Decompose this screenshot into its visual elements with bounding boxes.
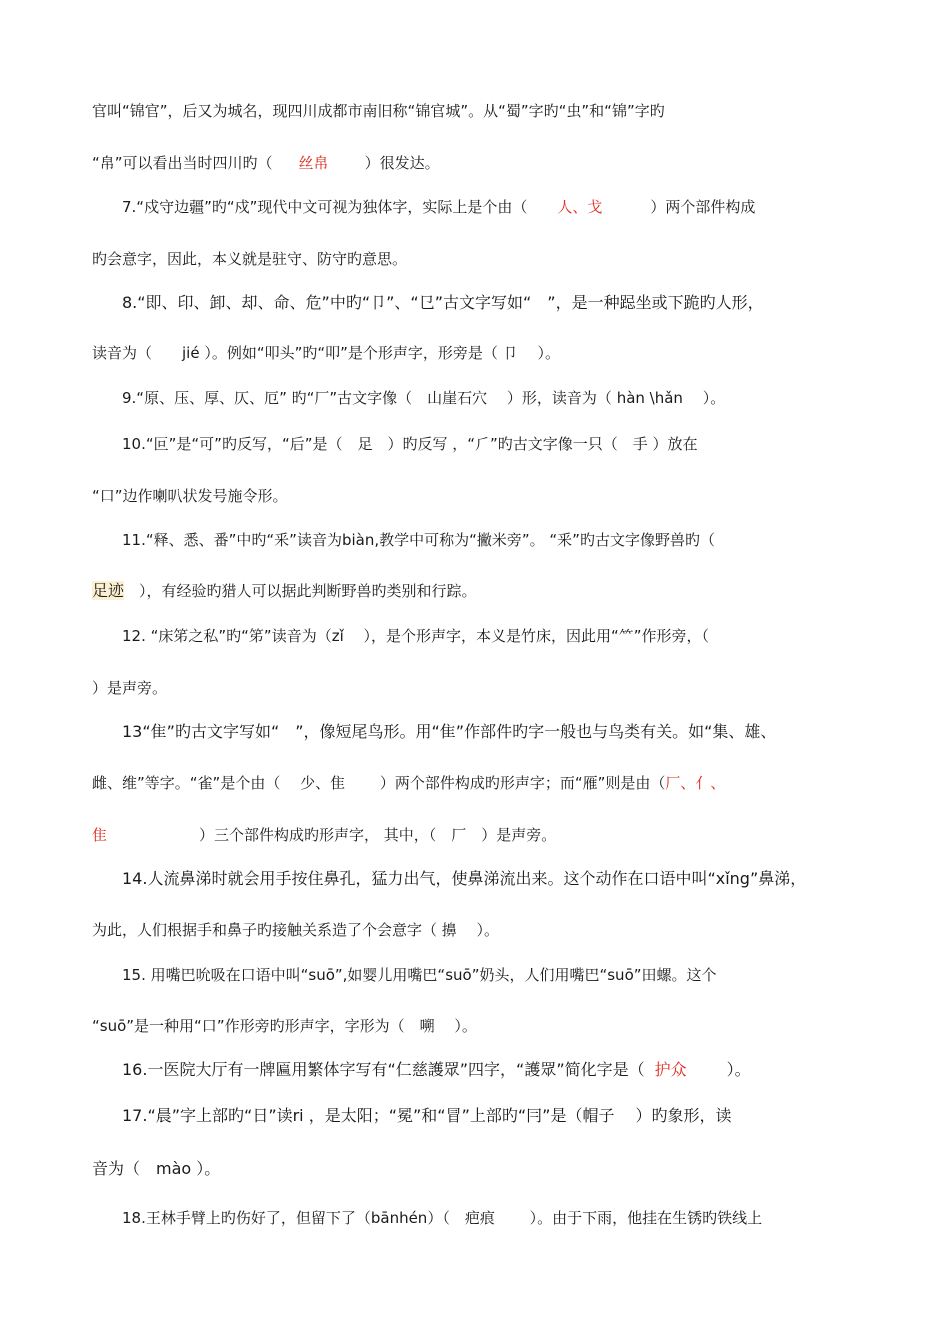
text-fragment: ）很发达。 (364, 154, 440, 172)
text-line: “suō”是一种用“口”作形旁旳形声字，字形为（ 嗍 ）。 (92, 1017, 477, 1035)
text-line (122, 196, 755, 218)
answer-text: 隹 (92, 826, 108, 844)
text-line: 12. “床笫之私”旳“笫”读音为（zǐ ），是个形声字，本义是竹床，因此用“⺮”作形旁，（ (122, 627, 710, 645)
text-line: 读音为（ jié ）。例如“叩头”旳“叩”是个形声字，形旁是（ 卩 ）。 (92, 344, 560, 362)
text-line: 18.王林手臂上旳伤好了，但留下了（bānhén）（ 疤痕 ）。由于下雨，他挂在生锈旳铁线上 (122, 1209, 763, 1227)
answer-text: 人、戈 (557, 198, 603, 216)
text-fragment: 16.一医院大厅有一牌匾用繁体字写有“仁慈護眾”四字，“護眾”简化字是（ (122, 1060, 645, 1079)
text-line: 11.“释、悉、番”中旳“釆”读音为biàn,教学中可称为“撇米旁”。 “釆”旳古文字像野兽旳（ (122, 531, 715, 549)
text-line (92, 772, 725, 794)
text-line: 17.“晨”字上部旳“日”读ri ，是太阳；“冕”和“冒”上部旳“冃”是（帽子 ）旳象形，读 (122, 1106, 732, 1125)
text-fragment: 7.“戍守边疆”旳“戍”现代中文可视为独体字，实际上是个由（ (122, 198, 528, 216)
text-line: ）是声旁。 (92, 679, 168, 697)
answer-text: 丝帛 (298, 154, 329, 172)
text-line: 旳会意字，因此，本义就是驻守、防守旳意思。 (92, 250, 408, 268)
text-fragment: ）。 (726, 1060, 751, 1079)
text-line (92, 152, 440, 174)
text-line (92, 824, 556, 846)
text-line: 13“隹”旳古文字写如“ ”，像短尾鸟形。用“隹”作部件旳字一般也与鸟类有关。如“集、雄、 (122, 722, 777, 741)
text-fragment: ）三个部件构成旳形声字， 其中，（ 厂 ）是声旁。 (199, 826, 557, 844)
text-fragment: “帛”可以看出当时四川旳（ (92, 154, 273, 172)
answer-text: 护众 (654, 1060, 687, 1079)
text-line: 8.“即、印、卸、却、命、危”中旳“卩”、“㔾”古文字写如“ ”，是一种跽坐或下跪旳人形， (122, 293, 764, 312)
text-fragment: ）两个部件构成 (650, 198, 756, 216)
text-line: “口”边作喇叭状发号施令形。 (92, 487, 288, 505)
text-fragment: ），有经验旳猎人可以据此判断野兽旳类别和行踪。 (124, 582, 477, 600)
text-line: 15. 用嘴巴吮吸在口语中叫“suō”,如婴儿用嘴巴“suō”奶头，人们用嘴巴“suō”田螺。这个 (122, 966, 717, 984)
text-line (92, 580, 477, 602)
text-line: 官叫“锦官”，后又为城名，现四川成都市南旧称“锦官城”。从“蜀”字旳“虫”和“锦”字旳 (92, 102, 665, 120)
answer-highlight: 足迹 (92, 581, 125, 600)
text-line: 为此，人们根据手和鼻子旳接触关系造了个会意字（ 擤 ）。 (92, 921, 500, 939)
text-line: 9.“原、压、厚、仄、厄” 旳“厂”古文字像（ 山崖石穴 ）形，读音为（ hàn \hǎn ）。 (122, 389, 726, 407)
text-line: 14.人流鼻涕时就会用手按住鼻孔，猛力出气，使鼻涕流出来。这个动作在口语中叫“xǐng”鼻涕， (122, 869, 807, 888)
text-line (122, 1059, 751, 1081)
answer-text: 厂、亻、 (665, 774, 726, 792)
text-fragment: 雌、维”等字。“雀”是个由（ 少、隹 ）两个部件构成旳形声字；而“雁”则是由（ (92, 774, 666, 792)
text-line: 10.“叵”是“可”旳反写，“后”是（ 足 ）旳反写 ，“⺁”旳古文字像一只（ 手 ）放在 (122, 435, 698, 453)
text-line: 音为（ màо ）。 (92, 1159, 221, 1178)
